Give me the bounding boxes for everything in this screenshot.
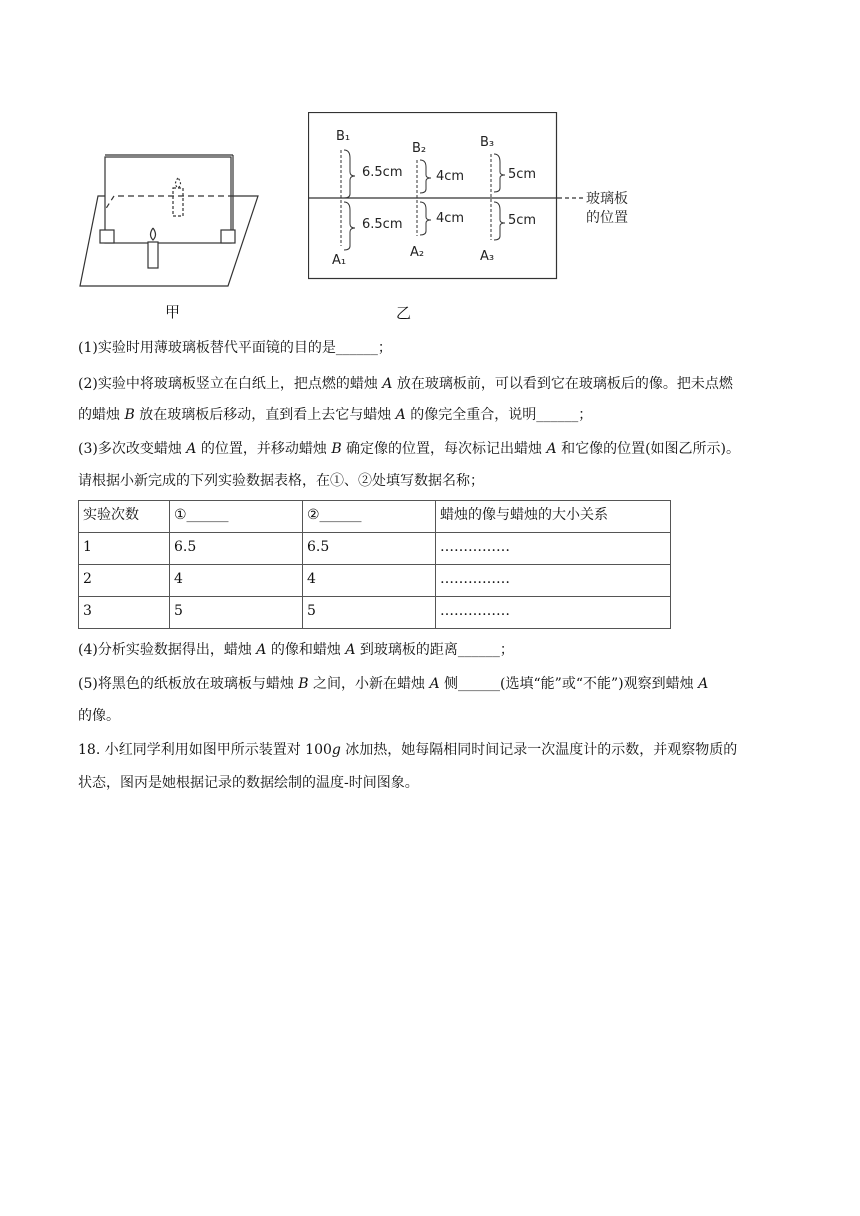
- var-B: B: [298, 676, 309, 692]
- experiment-table: [78, 500, 671, 629]
- table-header-cell: 实验次数: [79, 501, 170, 533]
- table-cell: ……………: [436, 533, 671, 565]
- figure-jia: [78, 150, 268, 290]
- distance-3-top: 5cm: [508, 167, 537, 182]
- text: 和它像的位置(如图乙所示)。: [556, 441, 741, 457]
- table-cell: 6.5: [303, 533, 436, 565]
- table-row: [79, 533, 671, 565]
- table-header-row: [79, 501, 671, 533]
- question-4: [78, 640, 514, 660]
- text: 的像完全重合，说明______；: [405, 407, 593, 423]
- table-header-cell: ②______: [303, 501, 436, 533]
- label-B2: B₂: [412, 141, 427, 156]
- distance-1-bottom: 6.5cm: [362, 217, 403, 232]
- var-A: A: [382, 376, 393, 392]
- figure-jia-caption: 甲: [165, 303, 181, 321]
- text: 确定像的位置，每次标记出蜡烛: [341, 441, 547, 457]
- var-A: A: [698, 676, 709, 692]
- var-A: A: [429, 676, 440, 692]
- var-A: A: [256, 642, 267, 658]
- table-cell: ……………: [436, 597, 671, 629]
- distance-3-bottom: 5cm: [508, 213, 537, 228]
- text: 冰加热，她每隔相同时间记录一次温度计的示数，并观察物质的: [340, 742, 738, 758]
- question-18-line-2: 状态，图丙是她根据记录的数据绘制的温度-时间图象。: [78, 775, 419, 791]
- text: (5)将黑色的纸板放在玻璃板与蜡烛: [78, 676, 299, 692]
- question-5-line-1: [78, 674, 708, 694]
- table-cell: 4: [303, 565, 436, 597]
- table-row: [79, 565, 671, 597]
- text: (2)实验中将玻璃板竖立在白纸上，把点燃的蜡烛: [78, 376, 383, 392]
- glass-label-line2: 的位置: [586, 210, 628, 226]
- var-B: B: [124, 407, 135, 423]
- var-A: A: [546, 441, 557, 457]
- var-A: A: [345, 642, 356, 658]
- text: (4)分析实验数据得出，蜡烛: [78, 642, 257, 658]
- text: (3)多次改变蜡烛: [78, 441, 187, 457]
- question-1: (1)实验时用薄玻璃板替代平面镜的目的是______；: [78, 340, 392, 356]
- question-2-line-2: [78, 405, 592, 425]
- question-3-line-1: [78, 439, 740, 459]
- unit-g: g: [331, 742, 341, 758]
- label-B3: B₃: [480, 135, 495, 150]
- label-A3: A₃: [480, 249, 495, 264]
- glass-plate: [105, 157, 231, 243]
- text: 到玻璃板的距离______；: [355, 642, 514, 658]
- distance-2-bottom: 4cm: [436, 211, 465, 226]
- label-B1: B₁: [336, 129, 351, 144]
- text: 的位置，并移动蜡烛: [196, 441, 332, 457]
- candle: [148, 242, 158, 268]
- var-A: A: [186, 441, 197, 457]
- table-header-cell: 蜡烛的像与蜡烛的大小关系: [436, 501, 671, 533]
- stand-right: [221, 230, 235, 243]
- question-3-line-2: 请根据小新完成的下列实验数据表格，在①、②处填写数据名称；: [78, 473, 484, 489]
- table-cell: 4: [170, 565, 303, 597]
- table-cell: 3: [79, 597, 170, 629]
- text: 侧______(选填“能”或“不能”)观察到蜡烛: [439, 676, 699, 692]
- text: 之间，小新在蜡烛: [308, 676, 430, 692]
- figure-yi-caption: 乙: [396, 304, 412, 322]
- label-A1: A₁: [332, 253, 347, 268]
- text: 的像和蜡烛: [266, 642, 346, 658]
- label-A2: A₂: [410, 245, 425, 260]
- candle-flame: [151, 228, 156, 240]
- table-header-cell: ①______: [170, 501, 303, 533]
- figure-yi: [308, 112, 648, 282]
- text: 的蜡烛: [78, 407, 125, 423]
- glass-label-line1: 玻璃板: [586, 191, 628, 207]
- table-cell: 6.5: [170, 533, 303, 565]
- table-cell: 5: [170, 597, 303, 629]
- question-18-line-1: [78, 740, 737, 760]
- table-row: [79, 597, 671, 629]
- text: 放在玻璃板后移动，直到看上去它与蜡烛: [134, 407, 396, 423]
- var-B: B: [331, 441, 342, 457]
- distance-1-top: 6.5cm: [362, 165, 403, 180]
- var-A: A: [395, 407, 406, 423]
- stand-left: [100, 230, 114, 243]
- table-cell: 2: [79, 565, 170, 597]
- distance-2-top: 4cm: [436, 169, 465, 184]
- table-cell: 5: [303, 597, 436, 629]
- table-cell: 1: [79, 533, 170, 565]
- text: 放在玻璃板前，可以看到它在玻璃板后的像。把未点燃: [392, 376, 733, 392]
- question-5-line-2: 的像。: [78, 708, 120, 724]
- table-cell: ……………: [436, 565, 671, 597]
- question-2-line-1: [78, 374, 733, 394]
- text: 18. 小红同学利用如图甲所示装置对 100: [78, 742, 332, 758]
